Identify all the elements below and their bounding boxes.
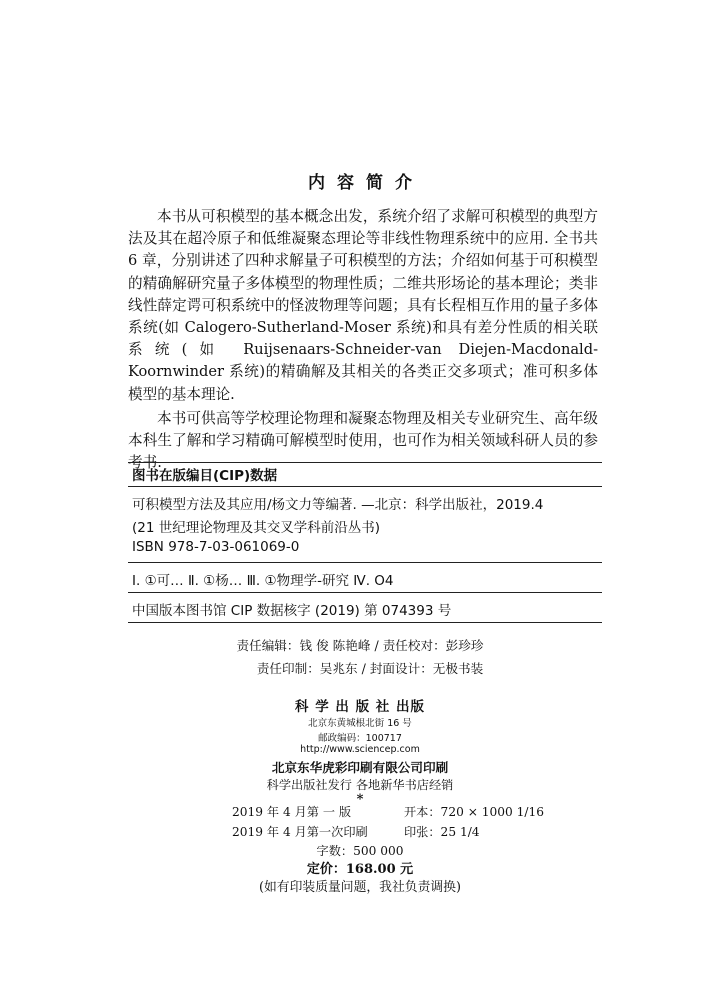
word-count: 字数：500 000	[316, 844, 404, 858]
edition-block	[232, 803, 562, 843]
separator-star: *	[356, 792, 364, 807]
editors-line-2: 责任印制：吴兆东 / 封面设计：无极书装	[256, 661, 484, 676]
printed-sheets: 印张：25 1/4	[404, 825, 480, 839]
cip-line-cip-number: 中国版本图书馆 CIP 数据核字 (2019) 第 074393 号	[132, 603, 452, 619]
format-size: 开本：720 × 1000 1/16	[404, 805, 545, 819]
cip-line-title: 可积模型方法及其应用/杨文力等编著. —北京：科学出版社，2019.4	[132, 497, 544, 513]
cip-line-classification: Ⅰ. ①可… Ⅱ. ①杨… Ⅲ. ①物理学-研究 Ⅳ. O4	[132, 573, 394, 589]
cip-rule-2	[128, 592, 602, 593]
cip-bottom-rule	[128, 622, 602, 623]
printer-line: 北京东华虎彩印刷有限公司印刷	[271, 760, 449, 775]
cip-line-isbn: ISBN 978-7-03-061069-0	[132, 539, 300, 555]
cip-rule-1	[128, 562, 602, 563]
edition-line-1: 2019 年 4 月第 一 版	[232, 805, 352, 819]
publisher-postcode: 邮政编码：100717	[318, 733, 402, 744]
publisher-url: http://www.sciencep.com	[300, 744, 420, 755]
publisher-name: 科 学 出 版 社 出版	[295, 699, 425, 715]
quality-notice: (如有印装质量问题，我社负责调换)	[259, 880, 461, 895]
cip-line-series: (21 世纪理论物理及其交叉学科前沿丛书)	[132, 520, 381, 536]
cip-heading: 图书在版编目(CIP)数据	[132, 468, 278, 484]
edition-line-2: 2019 年 4 月第一次印刷	[232, 825, 368, 839]
cip-heading-rule	[128, 486, 602, 487]
price: 定价：168.00 元	[306, 862, 414, 877]
publisher-address: 北京东黄城根北街 16 号	[308, 718, 412, 729]
summary-paragraph-1: 本书从可积模型的基本概念出发，系统介绍了求解可积模型的典型方法及其在超冷原子和低维凝聚态理论等非线性物理系统中的应用. 全书共6 章，分别讲述了四种求解量子可积模型的方法；介绍如何基于可积模型的精确解研究量子多体模型的物理性质；二维共形场论的基本理论；类非线性薛定谔可积系统中的怪波物理等问题；具有长程相互作用的量子多体系统(如 Calogero-Sutherland-Moser 系统)和具有差分性质的相关联系统(如 Ruijsenaars-Schneider-van Diejen-Macdonald-Koornwinder 系统)的精确解及其相关的各类正交多项式；准可积多体模型的基本理论.	[128, 208, 598, 403]
page-title: 内容简介	[308, 173, 424, 193]
cip-top-rule	[128, 462, 602, 463]
summary-section	[128, 206, 598, 474]
distribution-line: 科学出版社发行 各地新华书店经销	[266, 778, 454, 792]
editors-line-1: 责任编辑：钱 俊 陈艳峰 / 责任校对：彭珍珍	[236, 638, 484, 653]
summary-paragraph-2: 本书可供高等学校理论物理和凝聚态物理及相关专业研究生、高年级本科生了解和学习精确可解模型时使用，也可作为相关领域科研人员的参考书.	[128, 409, 598, 472]
